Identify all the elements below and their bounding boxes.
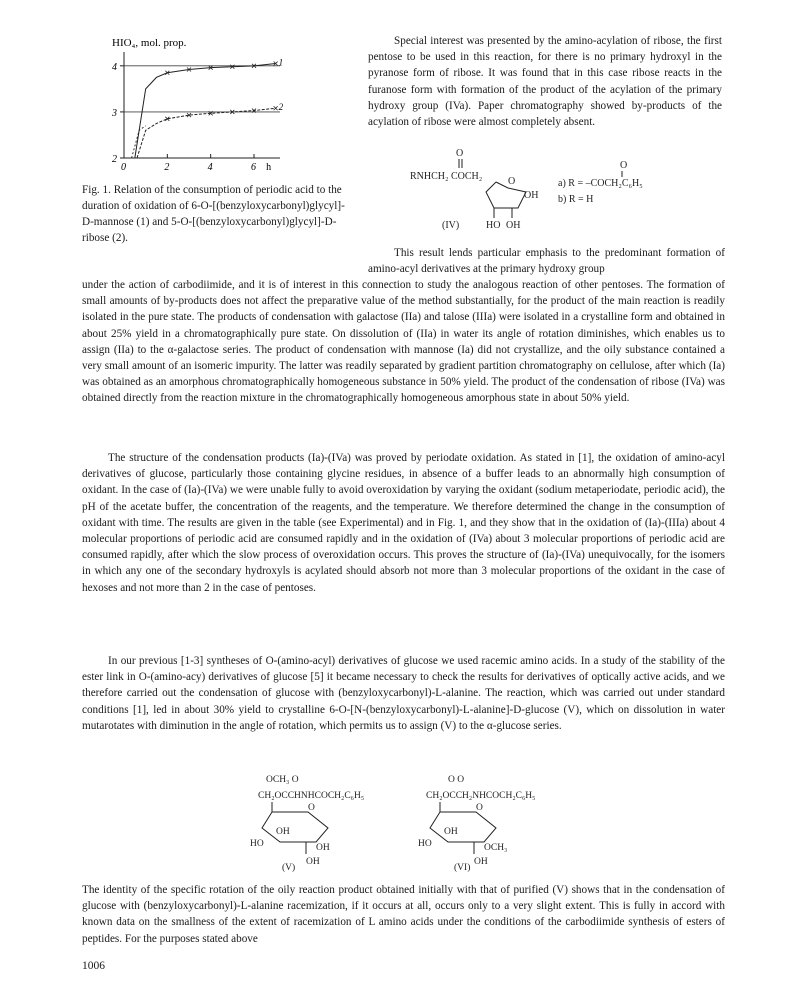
chart-ylabel: HIO₄, mol. prop. xyxy=(112,37,187,49)
vi-och3: OCH₃ xyxy=(484,843,508,853)
series-point xyxy=(274,106,278,110)
x-tick-label: 6 xyxy=(251,162,256,173)
iv-option-a: a) R = –COCH₂C₆H₅ xyxy=(558,178,643,189)
vi-chain: CH₂OCCH₂NHCOCH₂C₆H₅ xyxy=(426,791,536,801)
y-tick-label: 3 xyxy=(112,107,117,119)
x-tick-label: 0 xyxy=(121,162,126,173)
iv-chain: RNHCH₂ COCH₂ xyxy=(410,171,483,182)
vi-oh-bottom: OH xyxy=(474,857,488,867)
iv-label: (IV) xyxy=(442,220,460,231)
series-label: 2 xyxy=(278,102,284,113)
v-label: (V) xyxy=(282,863,296,872)
paragraph-1-continuation: under the action of carbodiimide, and it is of interest in this connection to study the analogous reaction of other pentoses. The formation of small amounts of by-products does not affect the preparative value of the method substantially, for the product of the main reaction is readily isolated in the pure state. The products of condensation with galactose (IIa) and talose (IIIa) were isolated in a crystalline form and obtained in about 25% yield in a chromatographically pure state. On dissolution of (IIa) in water its angle of rotation diminishes, which enables us to assign (IIa) to the α-galactose series. The product of condensation with mannose (Ia) did not crystallize, and the oily substance contained a very small amount of an isomeric impurity. The latter was readily separated by gradient partition chromatography on cellulose, after which (Ia) was obtained as an amorphous chromatographically homogeneous substance in 50% yield. The product of the condensation of ribose (IVa) was obtained directly from the reaction mixture in the chromatographically homogeneous amorphous state in about 50% yield. xyxy=(82,279,725,405)
x-tick-label: h xyxy=(266,162,272,173)
paragraph-2: The structure of the condensation products (Ia)-(IVa) was proved by periodate oxidation. As stated in [1], the oxidation of amino-acyl derivatives of glucose, particularly those containing glycine residues, in absence of a buffer leads to an abnormally high consumption of oxidant. In the case of (Ia)-(IVa) we were unable fully to avoid overoxidation by varying the oxidant (sodium metaperiodate, periodic acid), the pH of the acetate buffer, the concentration of the reagents, and the temperature. We therefore determined the change in the consumption of oxidant with time. The results are given in the table (see Experimental) and in Fig. 1, and they show that in the oxidation of (Ia)-(IIIa) about 4 molecular proportions of periodic acid are consumed rapidly and in the oxidation of (IVa) about 3 molecular proportions of periodic acid are consumed rapidly, after which the slow process of overoxidation occurs. This proves the structure of (Ia)-(IVa) unequivocally, for the isomers in which any one of the secondary hydroxyls is acylated should absorb not more than 3 molecular proportions of the oxidant in the case of hexoses and not more than 2 in the case of pentoses. xyxy=(82,452,725,594)
iv-option-a-o: O xyxy=(620,160,628,171)
vi-label: (VI) xyxy=(454,863,471,872)
chart-marks xyxy=(111,58,284,173)
v-chain: CH₂OCCHNHCOCH₂C₆H₅ xyxy=(258,791,365,801)
x-tick-label: 4 xyxy=(207,162,213,173)
page-number: 1006 xyxy=(82,960,105,972)
vi-pyranose-ring xyxy=(430,802,496,842)
ribose-paragraph: Special interest was presented by the amino-acylation of ribose, the first pentose to be used in this reaction, for there is no primary hydroxyl in the pyranose form of ribose. It was found that in this case ribose reacts in the furanose form with formation of the product of the acylation of the primary hydroxy group (IVa). Paper chromatography showed by-products of the acylation of ribose were almost completely absent. xyxy=(368,35,722,129)
iv-ho: HO xyxy=(486,220,501,231)
iv-ring-o: O xyxy=(508,176,516,187)
iv-carbonyl-o: O xyxy=(456,148,464,159)
paragraph-4: The identity of the specific rotation of the oily reaction product obtained initially with that of purified (V) shows that in the condensation of glucose with (benzyloxycarbonyl)-L-alanine racemization, if it occurs at all, occurs only to a very slight extent. This is fully in accord with known data on the smallness of the extent of racemization of L amino acids under the conditions of the carbodiimide synthesis of esters of peptides. For the purposes stated above xyxy=(82,884,725,945)
v-oh-bottom: OH xyxy=(306,857,320,867)
v-pyranose-ring xyxy=(262,802,328,842)
v-ho: HO xyxy=(250,839,264,849)
series-line-2 xyxy=(137,108,276,158)
right-column-continuation: This result lends particular emphasis to the predominant formation of amino-acyl derivatives at the primary hydroxy group xyxy=(368,247,725,276)
v-top: OCH₃ O xyxy=(266,775,299,785)
iv-furanose-ring xyxy=(486,182,526,208)
paragraph-3: In our previous [1-3] syntheses of O-(amino-acyl) derivatives of glucose we used racemic amino acids. In a study of the stability of the ester link in O-(amino-acy) derivatives of glucose [5] it became necessary to check the results for derivatives of optically active acids, and we therefore carried out the condensation of glucose with (benzyloxycarbonyl)-L-alanine. The reaction, which was carried out under standard conditions [1], led in about 30% yield to crystalline 6-O-[N-(benzyloxycarbonyl)-L-alanine]-D-glucose (V), which on dissolution in water mutarotates with diminution in the angle of rotation, which permits us to assign (V) to the α-glucose series. xyxy=(82,655,725,732)
vi-oh-inner: OH xyxy=(444,827,458,837)
y-tick-label: 4 xyxy=(112,61,117,73)
figure-caption: Fig. 1. Relation of the consumption of periodic acid to the duration of oxidation of 6-O-[(benzyloxycarbonyl)glycyl]-D-mannose (1) and 5-O-[(benzyloxycarbonyl)glycyl]-D-ribose (2). xyxy=(82,184,345,244)
right-column xyxy=(368,33,722,130)
series-label: 1 xyxy=(278,57,284,68)
figure-1-chart xyxy=(100,30,300,180)
iv-oh-bottom: OH xyxy=(506,220,521,231)
v-oh-right: OH xyxy=(316,843,330,853)
x-tick-label: 2 xyxy=(164,162,170,173)
structures-v-vi xyxy=(248,772,578,872)
y-tick-label: 2 xyxy=(112,154,117,165)
v-ring-o: O xyxy=(308,803,315,813)
structure-iv xyxy=(408,146,728,236)
vi-ring-o: O xyxy=(476,803,483,813)
vi-top: O O xyxy=(448,775,465,785)
iv-option-b: b) R = H xyxy=(558,194,594,205)
v-oh-inner: OH xyxy=(276,827,290,837)
vi-ho: HO xyxy=(418,839,432,849)
iv-oh: OH xyxy=(524,190,539,201)
